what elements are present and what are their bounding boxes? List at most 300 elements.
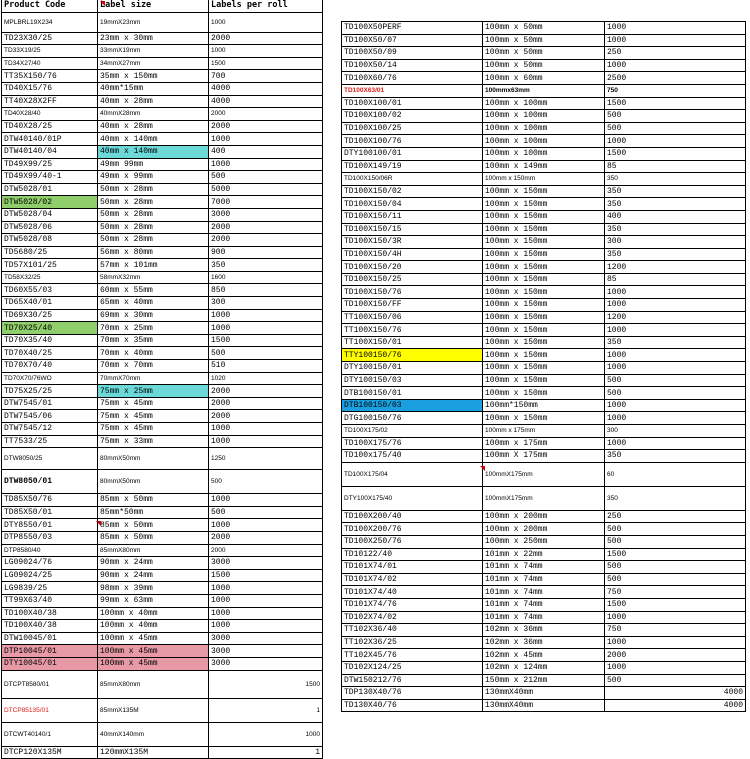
labels-per-roll-cell: 85 [605, 160, 746, 173]
label-size-cell: 100mm*150mm [483, 399, 605, 412]
table-row [2, 196, 323, 209]
table-row [342, 374, 746, 387]
product-code-cell: DTP8550/03 [2, 531, 98, 544]
product-code-cell: TD100X200/76 [342, 523, 483, 536]
product-code-cell: TD5680/25 [2, 246, 98, 259]
label-size-cell: 100mm x 60mm [483, 72, 605, 85]
table-row [2, 531, 323, 544]
product-code-cell: TD60X55/03 [2, 284, 98, 297]
table-row [342, 84, 746, 97]
labels-per-roll-cell: 1200 [605, 311, 746, 324]
product-code-cell: TD102X74/02 [342, 611, 483, 624]
labels-per-roll-cell: 750 [605, 84, 746, 97]
product-code-cell: TT99X63/40 [2, 594, 98, 607]
table-row [342, 586, 746, 599]
label-size-cell: 100mm x 50mm [483, 47, 605, 60]
label-size-cell: 100mm x 50mm [483, 34, 605, 47]
label-size-cell: 75mm x 45mm [98, 423, 209, 436]
labels-per-roll-cell: 3000 [209, 645, 323, 658]
label-size-cell: 19mmX23mm [98, 12, 209, 32]
product-code-cell: TD57X101/25 [2, 259, 98, 272]
table-row [342, 412, 746, 425]
table-row [2, 259, 323, 272]
table-row [342, 135, 746, 148]
label-size-cell: 50mm x 28mm [98, 196, 209, 209]
labels-per-roll-cell: 1000 [209, 582, 323, 595]
product-code-cell: TD100X100/76 [342, 135, 483, 148]
labels-per-roll-cell: 1000 [209, 133, 323, 146]
label-size-cell: 50mm x 28mm [98, 221, 209, 234]
product-code-cell: TT100X150/01 [342, 336, 483, 349]
table-row [2, 448, 323, 470]
labels-per-roll-cell: 350 [605, 248, 746, 261]
labels-per-roll-cell: 4000 [605, 699, 746, 712]
label-size-cell: 100mm x 100mm [483, 147, 605, 160]
label-size-cell: 100mm X 175mm [483, 450, 605, 463]
labels-per-roll-cell: 2000 [209, 32, 323, 45]
product-code-cell: TTY100150/76 [342, 349, 483, 362]
product-code-cell: DTP8580/40 [2, 544, 98, 557]
labels-per-roll-cell: 1000 [605, 399, 746, 412]
labels-per-roll-cell: 750 [605, 586, 746, 599]
label-size-cell: 49mm x 99mm [98, 171, 209, 184]
labels-per-roll-cell: 350 [605, 223, 746, 236]
label-size-cell: 100mm x 150mm [483, 273, 605, 286]
table-row [2, 297, 323, 310]
label-size-cell: 100mm x 150mm [483, 336, 605, 349]
table-row [342, 286, 746, 299]
label-size-cell: 100mm x 50mm [483, 59, 605, 72]
product-code-cell: TD100X150/11 [342, 210, 483, 223]
table-row [342, 311, 746, 324]
table-row [342, 223, 746, 236]
labels-per-roll-cell: 500 [605, 110, 746, 123]
labels-per-roll-cell: 1020 [209, 372, 323, 385]
product-code-cell: TD100X150/15 [342, 223, 483, 236]
label-size-cell: 130mmX40mm [483, 687, 605, 700]
header-code: Product Code [2, 0, 98, 12]
product-code-cell: TD100X250/76 [342, 535, 483, 548]
product-code-cell: DTCP120X135M [2, 746, 98, 759]
labels-per-roll-cell: 350 [605, 173, 746, 186]
product-code-cell: DTP10045/01 [2, 645, 98, 658]
product-code-cell: TD100X100/01 [342, 97, 483, 110]
table-row [2, 385, 323, 398]
product-code-cell: DTCPT8580/01 [2, 670, 98, 698]
label-size-cell: 40mm x 28mm [98, 120, 209, 133]
product-code-cell: TD49X99/40-1 [2, 171, 98, 184]
product-code-cell: DTW10045/01 [2, 632, 98, 645]
labels-per-roll-cell: 900 [209, 246, 323, 259]
product-code-cell: TD33X19/25 [2, 45, 98, 58]
header-labels: Labels per roll [209, 0, 323, 12]
label-size-cell: 102mm x 36mm [483, 636, 605, 649]
labels-per-roll-cell: 4000 [209, 82, 323, 95]
table-row [2, 470, 323, 494]
labels-per-roll-cell: 3000 [209, 557, 323, 570]
labels-per-roll-cell: 3000 [209, 632, 323, 645]
label-size-cell: 34mmX27mm [98, 57, 209, 70]
label-size-cell: 150mm x 212mm [483, 674, 605, 687]
product-code-cell: TT100X150/06 [342, 311, 483, 324]
label-size-cell: 100mm x 150mm [483, 299, 605, 312]
header-row [2, 0, 323, 12]
labels-per-roll-cell: 1000 [209, 309, 323, 322]
table-row [342, 261, 746, 274]
label-size-cell: 69mm x 30mm [98, 309, 209, 322]
labels-per-roll-cell: 1000 [605, 362, 746, 375]
table-row [342, 72, 746, 85]
labels-per-roll-cell: 2000 [209, 108, 323, 121]
label-size-cell: 98mm x 39mm [98, 582, 209, 595]
table-row [2, 221, 323, 234]
label-size-cell: 130mmX40mm [483, 699, 605, 712]
table-row [2, 145, 323, 158]
table-row [342, 110, 746, 123]
labels-per-roll-cell: 1500 [209, 57, 323, 70]
product-code-cell: DTW40140/01P [2, 133, 98, 146]
product-code-cell: TD100X50/09 [342, 47, 483, 60]
labels-per-roll-cell: 1000 [209, 607, 323, 620]
labels-per-roll-cell: 350 [209, 259, 323, 272]
table-row [2, 108, 323, 121]
product-code-cell: TD100X40/38 [2, 607, 98, 620]
label-size-cell: 80mmX50mm [98, 470, 209, 494]
label-size-cell: 100mm x 150mm [483, 198, 605, 211]
label-size-cell: 100mm x 100mm [483, 97, 605, 110]
table-row [342, 47, 746, 60]
labels-per-roll-cell: 400 [209, 145, 323, 158]
label-size-cell: 75mm x 33mm [98, 435, 209, 448]
labels-per-roll-cell: 350 [605, 486, 746, 510]
labels-per-roll-cell: 2000 [605, 649, 746, 662]
product-code-cell: DTB100150/03 [342, 399, 483, 412]
product-code-cell: TD100X175/02 [342, 425, 483, 438]
labels-per-roll-cell: 1000 [209, 594, 323, 607]
table-row [2, 347, 323, 360]
label-size-cell: 70mm x 40mm [98, 347, 209, 360]
labels-per-roll-cell: 2000 [209, 221, 323, 234]
table-row [2, 698, 323, 722]
product-code-cell: TD100X200/40 [342, 510, 483, 523]
labels-per-roll-cell: 1000 [605, 135, 746, 148]
product-code-cell: TT102X36/25 [342, 636, 483, 649]
label-size-cell: 50mm x 28mm [98, 208, 209, 221]
label-size-cell: 40mm x 28mm [98, 95, 209, 108]
label-size-cell: 70mm x 35mm [98, 334, 209, 347]
label-size-cell: 70mm x 25mm [98, 322, 209, 335]
labels-per-roll-cell: 250 [605, 47, 746, 60]
labels-per-roll-cell: 350 [605, 450, 746, 463]
labels-per-roll-cell: 1500 [209, 569, 323, 582]
product-code-cell: TD101X74/40 [342, 586, 483, 599]
product-code-cell: TD10122/40 [342, 548, 483, 561]
table-row [2, 45, 323, 58]
label-size-cell: 100mm x 150mm [483, 349, 605, 362]
table-row [2, 32, 323, 45]
label-size-cell: 85mm x 50mm [98, 494, 209, 507]
labels-per-roll-cell: 500 [209, 347, 323, 360]
label-size-cell: 49mm 99mm [98, 158, 209, 171]
labels-per-roll-cell: 500 [605, 573, 746, 586]
table-row [342, 535, 746, 548]
product-code-cell: TD40X28/25 [2, 120, 98, 133]
table-row [342, 198, 746, 211]
label-size-cell: 100mm x 150mm [483, 261, 605, 274]
label-size-cell: 100mm x 40mm [98, 620, 209, 633]
labels-per-roll-cell: 1000 [605, 324, 746, 337]
label-size-cell: 85mm x 50mm [98, 531, 209, 544]
label-size-cell: 85mm*50mm [98, 506, 209, 519]
table-row [342, 59, 746, 72]
product-code-cell: TD69X30/25 [2, 309, 98, 322]
table-row [2, 435, 323, 448]
labels-per-roll-cell: 1500 [605, 97, 746, 110]
labels-per-roll-cell: 500 [605, 122, 746, 135]
left-table-body [2, 12, 323, 759]
product-code-cell: DTW8050/25 [2, 448, 98, 470]
label-size-cell: 100mm x 40mm [98, 607, 209, 620]
label-size-cell: 100mm x 45mm [98, 645, 209, 658]
product-code-cell: DTY100X175/40 [342, 486, 483, 510]
table-row [2, 607, 323, 620]
label-size-cell: 102mm x 124mm [483, 661, 605, 674]
label-size-cell: 100mm x 150mm [483, 223, 605, 236]
product-code-cell: TDP130X40/76 [342, 687, 483, 700]
table-row [2, 557, 323, 570]
table-row [342, 147, 746, 160]
table-row [342, 236, 746, 249]
table-row [2, 334, 323, 347]
label-size-cell: 70mmX70mm [98, 372, 209, 385]
labels-per-roll-cell: 300 [605, 236, 746, 249]
table-row [342, 624, 746, 637]
labels-per-roll-cell: 500 [209, 506, 323, 519]
labels-per-roll-cell: 500 [605, 387, 746, 400]
label-size-cell: 40mm*15mm [98, 82, 209, 95]
label-size-cell: 100mm x 175mm [483, 425, 605, 438]
label-size-cell: 100mm x 250mm [483, 535, 605, 548]
product-code-cell: DTY100150/03 [342, 374, 483, 387]
label-size-cell: 100mm x 150mm [483, 374, 605, 387]
product-code-cell: TT7533/25 [2, 435, 98, 448]
product-code-cell: LG09024/25 [2, 569, 98, 582]
table-row [2, 372, 323, 385]
labels-per-roll-cell: 350 [605, 336, 746, 349]
product-code-cell: TD100X175/04 [342, 462, 483, 486]
table-row [342, 462, 746, 486]
labels-per-roll-cell: 1000 [209, 423, 323, 436]
table-row [342, 349, 746, 362]
table-row [2, 494, 323, 507]
table-row [2, 506, 323, 519]
table-row [2, 208, 323, 221]
product-code-cell: TT102X45/76 [342, 649, 483, 662]
product-code-cell: DTW7545/12 [2, 423, 98, 436]
table-row [2, 620, 323, 633]
label-size-cell: 100mm x 200mm [483, 523, 605, 536]
product-code-cell: TD70X35/40 [2, 334, 98, 347]
labels-per-roll-cell: 1000 [209, 12, 323, 32]
labels-per-roll-cell: 500 [209, 470, 323, 494]
product-code-cell: DTG100150/76 [342, 412, 483, 425]
table-row [2, 82, 323, 95]
table-row [2, 271, 323, 284]
labels-per-roll-cell: 2000 [209, 120, 323, 133]
labels-per-roll-cell: 750 [605, 624, 746, 637]
product-code-cell: DTY100100/01 [342, 147, 483, 160]
product-code-cell: DTW5028/01 [2, 183, 98, 196]
label-size-cell: 101mm x 74mm [483, 611, 605, 624]
table-row [342, 399, 746, 412]
label-size-cell: 101mm x 74mm [483, 598, 605, 611]
label-size-cell: 102mm x 45mm [483, 649, 605, 662]
product-code-cell: DTW5028/02 [2, 196, 98, 209]
labels-per-roll-cell: 1250 [209, 448, 323, 470]
product-code-cell: DTY100150/01 [342, 362, 483, 375]
label-size-cell: 40mmX28mm [98, 108, 209, 121]
table-row [342, 674, 746, 687]
table-row [2, 544, 323, 557]
table-row [342, 510, 746, 523]
left-sheet [1, 0, 323, 759]
product-code-cell: TD85X50/76 [2, 494, 98, 507]
labels-per-roll-cell: 2000 [209, 234, 323, 247]
table-row [342, 611, 746, 624]
comment-marker [96, 521, 101, 526]
label-size-cell: 100mm x 200mm [483, 510, 605, 523]
labels-per-roll-cell: 4000 [605, 687, 746, 700]
product-code-cell: LG09024/76 [2, 557, 98, 570]
table-row [342, 486, 746, 510]
product-code-cell: TD100X100/25 [342, 122, 483, 135]
labels-per-roll-cell: 1000 [209, 519, 323, 532]
product-code-cell: DTB100150/01 [342, 387, 483, 400]
table-row [342, 210, 746, 223]
labels-per-roll-cell: 1000 [209, 494, 323, 507]
table-row [342, 548, 746, 561]
label-size-cell: 101mm x 74mm [483, 561, 605, 574]
labels-per-roll-cell: 1000 [605, 22, 746, 35]
comment-marker [100, 1, 105, 6]
table-row [2, 397, 323, 410]
table-row [2, 234, 323, 247]
label-size-cell: 100mm x 50mm [483, 22, 605, 35]
product-code-cell: TD100X150/20 [342, 261, 483, 274]
labels-per-roll-cell: 1000 [605, 437, 746, 450]
label-size-cell: 90mm x 24mm [98, 557, 209, 570]
labels-per-roll-cell: 3000 [209, 208, 323, 221]
product-code-cell: DTW7545/06 [2, 410, 98, 423]
product-code-cell: MPLBRL19X234 [2, 12, 98, 32]
label-size-cell: 90mm x 24mm [98, 569, 209, 582]
table-row [342, 699, 746, 712]
labels-per-roll-cell: 1 [209, 746, 323, 759]
table-row [2, 569, 323, 582]
table-row [342, 34, 746, 47]
labels-per-roll-cell: 1000 [605, 299, 746, 312]
label-size-cell: 100mm x 100mm [483, 122, 605, 135]
label-size-cell: 40mm x 140mm [98, 145, 209, 158]
table-row [2, 410, 323, 423]
labels-per-roll-cell: 1000 [605, 611, 746, 624]
product-code-cell: TD58X32/25 [2, 271, 98, 284]
product-code-cell: TD101X74/76 [342, 598, 483, 611]
table-row [2, 57, 323, 70]
labels-per-roll-cell: 2000 [209, 397, 323, 410]
label-size-cell: 100mm x 150mm [483, 362, 605, 375]
product-code-cell: TD100X40/38 [2, 620, 98, 633]
table-row [2, 133, 323, 146]
table-row [2, 120, 323, 133]
labels-per-roll-cell: 500 [605, 674, 746, 687]
table-row [2, 70, 323, 83]
label-size-cell: 40mmX140mm [98, 722, 209, 746]
label-size-cell: 100mm x 150mm [483, 236, 605, 249]
table-row [2, 309, 323, 322]
table-row [2, 746, 323, 759]
product-code-cell: TD102X124/25 [342, 661, 483, 674]
label-size-cell: 80mmX50mm [98, 448, 209, 470]
product-code-cell: TD70X40/25 [2, 347, 98, 360]
table-row [2, 582, 323, 595]
product-code-cell: TD49X99/25 [2, 158, 98, 171]
labels-per-roll-cell: 1000 [209, 322, 323, 335]
label-size-cell: 100mm x 45mm [98, 632, 209, 645]
table-row [342, 336, 746, 349]
table-row [2, 632, 323, 645]
table-row [2, 158, 323, 171]
labels-per-roll-cell: 350 [605, 198, 746, 211]
product-code-cell: TD75X25/25 [2, 385, 98, 398]
product-code-cell: TD85X50/01 [2, 506, 98, 519]
table-row [342, 387, 746, 400]
label-size-cell: 50mm x 28mm [98, 183, 209, 196]
table-row [2, 246, 323, 259]
label-size-cell: 35mm x 150mm [98, 70, 209, 83]
comment-marker [480, 466, 485, 471]
labels-per-roll-cell: 850 [209, 284, 323, 297]
label-size-cell: 75mm x 45mm [98, 410, 209, 423]
product-code-cell: DTW150212/76 [342, 674, 483, 687]
product-code-cell: TD100X150/3R [342, 236, 483, 249]
label-size-cell: 100mm x 175mm [483, 437, 605, 450]
table-row [342, 97, 746, 110]
label-size-cell: 100mm x 150mm [483, 412, 605, 425]
label-size-cell: 85mmX135M [98, 698, 209, 722]
labels-per-roll-cell: 500 [209, 171, 323, 184]
label-size-cell: 100mm x 45mm [98, 657, 209, 670]
labels-per-roll-cell: 3000 [209, 657, 323, 670]
product-code-cell: DTW40140/04 [2, 145, 98, 158]
label-size-cell: 100mm x 150mm [483, 185, 605, 198]
table-row [342, 173, 746, 186]
table-row [342, 450, 746, 463]
labels-per-roll-cell: 1000 [209, 722, 323, 746]
label-size-cell: 100mmX175mm [483, 486, 605, 510]
table-row [342, 273, 746, 286]
product-code-cell: TD101X74/01 [342, 561, 483, 574]
label-size-cell: 101mm x 74mm [483, 573, 605, 586]
product-code-cell: TT100X150/76 [342, 324, 483, 337]
label-size-cell: 100mm x 149mm [483, 160, 605, 173]
product-code-cell: TD40X28/40 [2, 108, 98, 121]
labels-per-roll-cell: 4000 [209, 95, 323, 108]
product-code-cell: TD100X100/02 [342, 110, 483, 123]
product-code-cell: DTW8050/01 [2, 470, 98, 494]
table-row [2, 722, 323, 746]
label-size-cell: 60mm x 55mm [98, 284, 209, 297]
